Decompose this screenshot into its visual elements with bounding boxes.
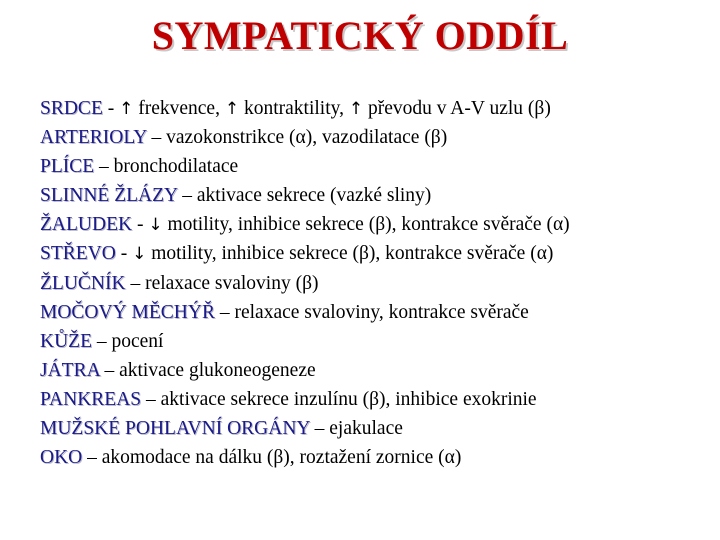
separator: – [99,359,120,381]
effect-text: pocení [111,330,164,352]
organ-label: MUŽSKÉ POHLAVNÍ ORGÁNY [40,418,310,440]
list-item [40,210,710,239]
separator: – [214,301,235,323]
organ-label: PLÍCE [40,156,95,178]
organ-label: STŘEVO [40,243,116,265]
organ-label: SLINNÉ ŽLÁZY [40,185,178,207]
arrow-up-icon: ↑ [119,99,134,119]
list-item [40,239,710,268]
effect-text: motility, inhibice sekrece (β), kontrakce svěrače (α) [146,243,554,265]
list-item [40,181,710,210]
organ-label: ŽLUČNÍK [40,272,126,294]
organ-label: OKO [40,447,83,469]
organ-label: MOČOVÝ MĚCHÝŘ [40,301,215,323]
effect-text: relaxace svaloviny, kontrakce svěrače [234,301,529,323]
separator: - [132,214,149,236]
effect-text: bronchodilatace [113,156,239,178]
effects-list [40,94,710,472]
separator: – [125,272,146,294]
separator: – [177,185,197,207]
list-item [40,94,710,123]
effect-text: relaxace svaloviny (β) [145,272,319,294]
list-item [40,327,710,356]
slide-title: SYMPATICKÝ ODDÍL [151,13,569,58]
effect-text: aktivace sekrece inzulínu (β), inhibice exokrinie [160,388,537,410]
separator: – [141,388,161,410]
organ-label: PANKREAS [40,388,142,410]
list-item [40,356,710,385]
list-item [40,414,710,443]
effect-text: ejakulace [329,418,403,440]
effect-text: motility, inhibice sekrece (β), kontrakce svěrače (α) [162,214,570,236]
arrow-down-icon: ↓ [148,215,163,236]
separator: – [309,418,330,440]
separator: – [82,447,102,469]
arrow-down-icon: ↓ [132,244,147,265]
organ-label: ŽALUDEK [40,214,133,236]
effect-text: aktivace glukoneogeneze [119,359,316,381]
effect-text: vazokonstrikce (α), vazodilatace (β) [166,127,448,149]
organ-label: SRDCE [40,98,103,119]
list-item [40,123,710,152]
effect-text: kontraktility, [239,98,349,119]
effect-text: frekvence, [133,98,225,119]
separator: – [146,127,167,149]
organ-label: ARTERIOLY [40,127,147,149]
effect-text: aktivace sekrece (vazké sliny) [196,185,432,207]
separator: - [115,243,133,265]
arrow-up-icon: ↑ [348,99,364,119]
separator: – [94,156,114,178]
organ-label: KŮŽE [40,330,92,352]
separator: – [92,330,112,352]
effect-text: převodu v A-V uzlu (β) [363,98,551,119]
arrow-up-icon: ↑ [224,99,240,119]
list-item [40,152,710,181]
list-item [40,269,710,298]
list-item [40,385,710,414]
list-item [40,298,710,327]
organ-label: JÁTRA [40,359,100,381]
effect-text: akomodace na dálku (β), roztažení zornice (α) [101,447,462,469]
separator: - [102,98,120,119]
list-item [40,443,710,472]
